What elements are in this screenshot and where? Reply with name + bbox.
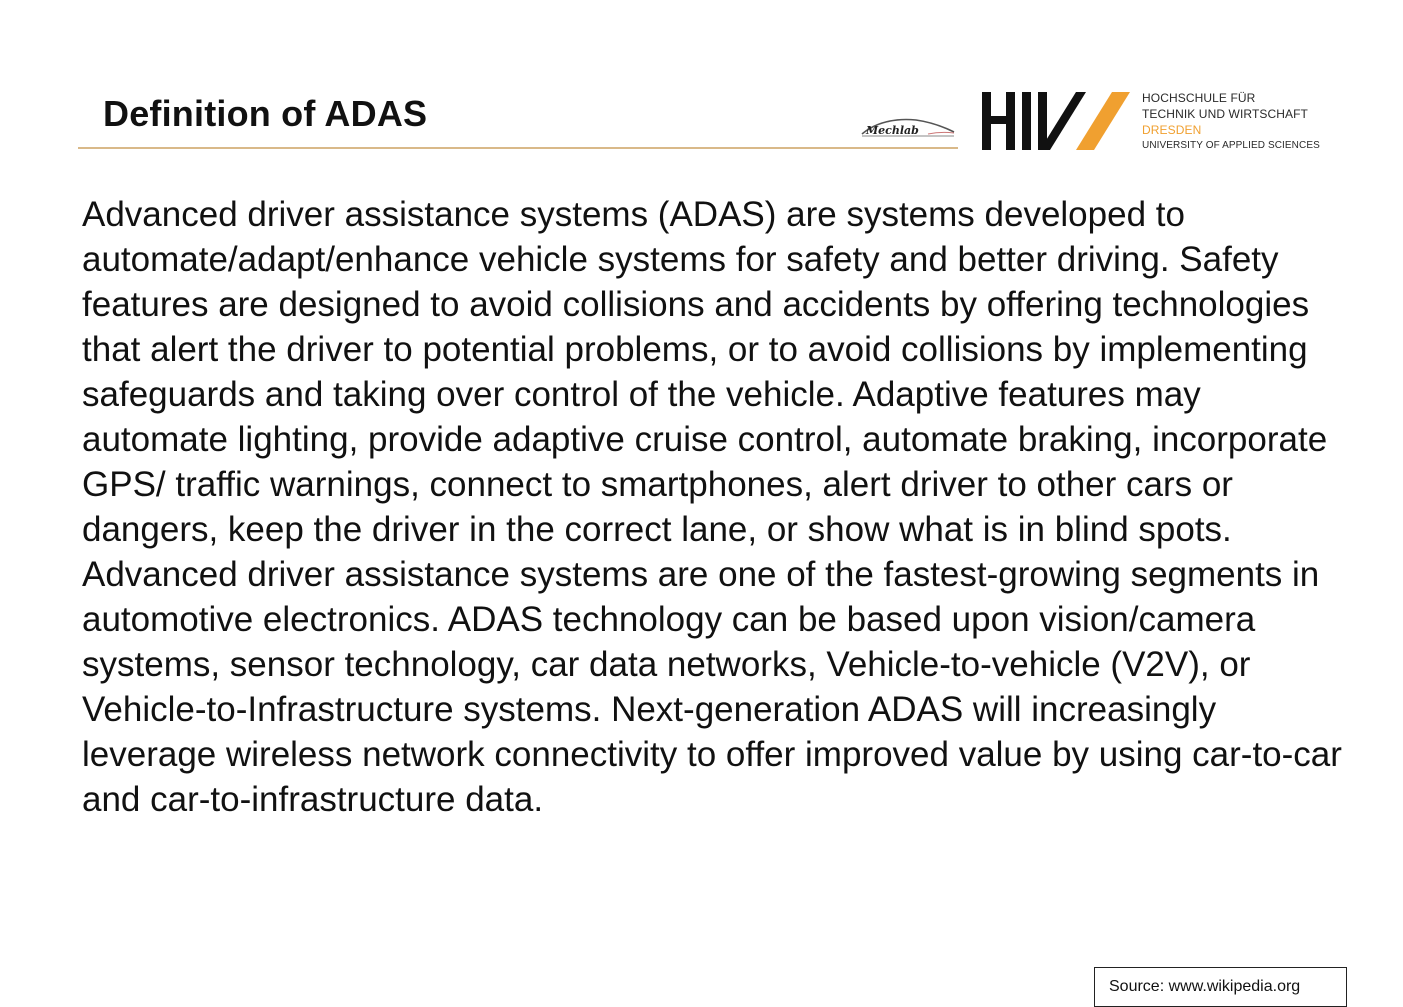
- htw-line-4: UNIVERSITY OF APPLIED SCIENCES: [1142, 140, 1320, 151]
- title-divider: [78, 147, 958, 149]
- mechlab-logo: [858, 112, 958, 146]
- paragraph-2: Advanced driver assistance systems are one of the fastest-growing segments in automotive electronics. ADAS technology can be based upon vision/camera systems, sensor technology, car data networks, Vehicle-to-vehicle (V2V), or Vehicle-to-Infrastructure systems. Next-generation ADAS will increasingly leverage wireless network connectivity to offer improved value by using car-to-car and car-to-infrastructure data.: [82, 555, 1342, 819]
- htw-line-1: HOCHSCHULE FÜR: [1142, 91, 1256, 105]
- paragraph-1: Advanced driver assistance systems (ADAS) are systems developed to automate/adapt/enhance vehicle systems for safety and better driving. Safety features are designed to avoid collisions and accidents by offering technologies that alert the driver to potential problems, or to avoid collisions by implementing safeguards and taking over control of the vehicle. Adaptive features may automate lighting, provide adaptive cruise control, automate braking, incorporate GPS/ traffic warnings, connect to smartphones, alert driver to other cars or dangers, keep the driver in the correct lane, or show what is in blind spots.: [82, 195, 1328, 549]
- slide-title: Definition of ADAS: [103, 93, 428, 134]
- htw-logo-text: [1142, 90, 1320, 154]
- source-citation: Source: www.wikipedia.org: [1094, 967, 1347, 1007]
- htw-logo-mark: [978, 90, 1134, 152]
- svg-text:Mechlab: Mechlab: [866, 124, 919, 137]
- htw-line-3: DRESDEN: [1142, 123, 1202, 137]
- htw-line-2: TECHNIK UND WIRTSCHAFT: [1142, 107, 1308, 121]
- slide-body: [82, 192, 1342, 822]
